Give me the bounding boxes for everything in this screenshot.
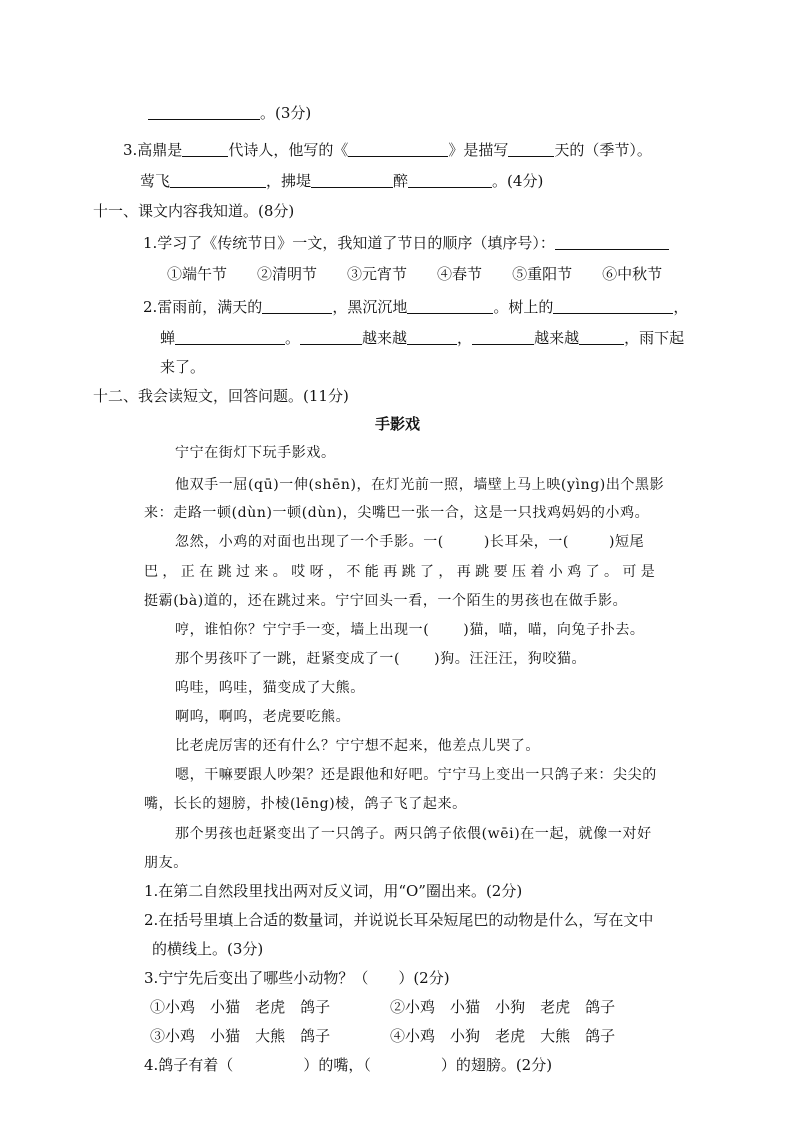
s11-q2-line3: 来了。 [160,358,206,376]
passage-p2-line1: 他双手一屈(qū)一伸(shēn)，在灯光前一照，墙壁上马上映(yìng)出个黑影 [175,477,665,493]
passage-p10-line1: 那个男孩也赶紧变出了一只鸽子。两只鸽子依偎(wēi)在一起，就像一对好 [175,826,652,842]
s10-q2-tail: 。(3分) [148,103,311,123]
answer-blank[interactable] [182,140,228,157]
answer-blank[interactable] [311,171,393,188]
answer-blank[interactable] [407,328,457,345]
s11-q1-options [167,264,662,284]
passage-p4: 哼，谁怕你？宁宁手一变，墙上出现一( )猫，喵，喵，向兔子扑去。 [175,622,645,638]
option: ③元宵节 [347,265,408,283]
answer-blank[interactable] [508,140,554,157]
answer-blank[interactable] [407,297,493,314]
passage-p3-line1: 忽然，小鸡的对面也出现了一个手影。一( )长耳朵，一( )短尾 [175,534,645,550]
passage-title: 手影戏 [375,415,421,433]
answer-blank[interactable] [170,171,266,188]
s12-q3-option-2[interactable]: ②小鸡 小猫 小狗 老虎 鸽子 [390,998,616,1016]
passage-p9-line2: 嘴，长长的翅膀，扑棱(lēng)棱，鸽子飞了起来。 [144,796,467,812]
answer-blank[interactable] [555,233,669,250]
passage-p3-line3: 挺霸(bà)道的，还在跳过来。宁宁回头一看，一个陌生的男孩也在做手影。 [144,593,628,609]
answer-blank[interactable] [408,171,492,188]
s12-q3-option-3[interactable]: ③小鸡 小猫 大熊 鸽子 [150,1027,331,1045]
s12-q4: 4.鸽子有着（ ）的嘴，（ ）的翅膀。(2分) [144,1056,553,1074]
answer-blank[interactable] [348,140,448,157]
answer-blank[interactable] [579,328,624,345]
option: ⑥中秋节 [602,265,663,283]
answer-blank[interactable] [553,297,673,314]
option-1[interactable]: ①小鸡 小猫 老虎 鸽子 [150,998,331,1016]
passage-p8: 比老虎厉害的还有什么？宁宁想不起来，他差点儿哭了。 [175,738,540,754]
option: ②清明节 [257,265,318,283]
passage-p5: 那个男孩吓了一跳，赶紧变成了一( )狗。汪汪汪，狗咬猫。 [175,651,587,667]
s11-q2-line1: 2.雷雨前，满天的 ，黑沉沉地 。树上的 ， [143,298,689,316]
passage-p3-line2: 巴，正在跳过来。哎呀，不能再跳了，再跳要压着小鸡了。可是 [144,564,660,580]
option: ⑤重阳节 [512,265,573,283]
s10-q3-line1: 3.高鼎是 代诗人，他写的《 》是描写 天的（季节）。 [123,141,652,159]
answer-blank[interactable] [175,328,285,345]
s12-q3-options-row1 [150,997,330,1017]
s10-q3-line2: 莺飞 ，拂堤 醉 。(4分) [140,172,544,190]
passage-p1: 宁宁在街灯下玩手影戏。 [175,445,336,461]
answer-blank[interactable] [300,328,362,345]
answer-blank[interactable] [472,328,534,345]
passage-p2-line2: 来：走路一顿(dùn)一顿(dùn)，尖嘴巴一张一合，这是一只找鸡妈妈的小鸡。 [144,505,650,521]
passage-p9-line1: 嗯，干嘛要跟人吵架？还是跟他和好吧。宁宁马上变出一只鸽子来：尖尖的 [175,767,657,783]
section-11-heading: 十一、课文内容我知道。(8分) [93,202,295,220]
passage-p7: 啊呜，啊呜，老虎要吃熊。 [175,709,351,725]
passage-p6: 呜哇，呜哇，猫变成了大熊。 [175,680,365,696]
s12-q1: 1.在第二自然段里找出两对反义词，用“O”圈出来。(2分) [144,882,523,900]
s12-q3: 3.宁宁先后变出了哪些小动物？（ ）(2分) [144,969,450,987]
option: ④春节 [437,265,483,283]
answer-blank[interactable] [262,297,332,314]
section-12-heading: 十二、我会读短文，回答问题。(11分) [93,387,349,405]
option: ①端午节 [167,265,228,283]
s12-q3-option-4[interactable]: ④小鸡 小狗 老虎 大熊 鸽子 [390,1027,616,1045]
s11-q1: 1.学习了《传统节日》一文，我知道了节日的顺序（填序号）： [143,233,669,253]
answer-blank[interactable] [148,103,260,120]
s12-q2-line1: 2.在括号里填上合适的数量词，并说说长耳朵短尾巴的动物是什么，写在文中 [144,911,654,929]
s12-q2-line2: 的横线上。(3分) [152,940,264,958]
s11-q2-line2: 蝉 。 越来越 ， 越来越 ，雨下起 [160,329,685,347]
passage-p10-line2: 朋友。 [144,855,188,871]
